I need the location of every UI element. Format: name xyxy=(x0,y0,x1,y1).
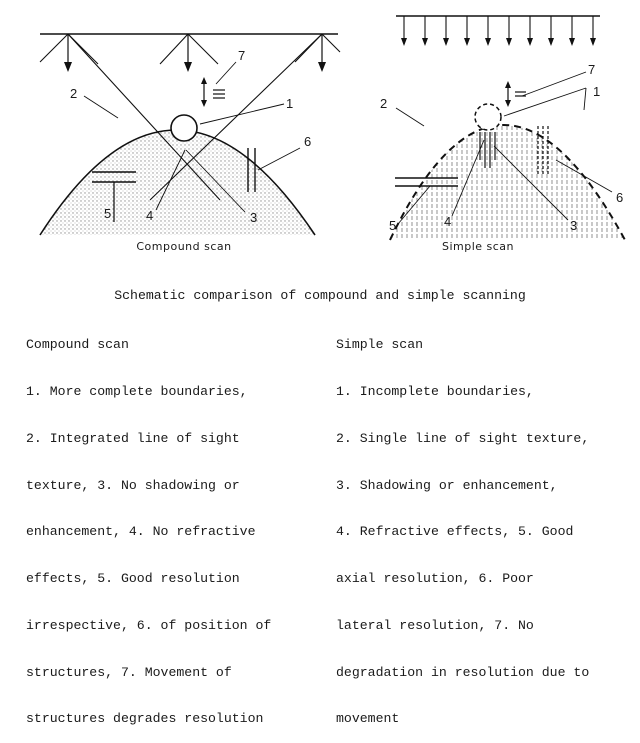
compound-line: 1. More complete boundaries, xyxy=(26,383,248,399)
compound-label-7: 7 xyxy=(238,48,246,63)
figure-caption: Schematic comparison of compound and simple scanning xyxy=(114,288,526,303)
simple-label-5: 5 xyxy=(389,218,397,233)
simple-line: 1. Incomplete boundaries, xyxy=(336,383,534,399)
compound-label-6: 6 xyxy=(304,134,312,149)
compound-label-2: 2 xyxy=(70,86,78,101)
compound-line: 2. Integrated line of sight xyxy=(26,430,240,446)
compound-label-5: 5 xyxy=(104,206,112,221)
compound-line: irrespective, 6. of position of xyxy=(26,617,272,633)
simple-scan-diagram xyxy=(380,16,630,253)
simple-scan-caption: Simple scan xyxy=(441,240,515,253)
simple-heading: Simple scan xyxy=(336,337,424,353)
figure xyxy=(0,0,640,285)
simple-label-1: 1 xyxy=(593,84,601,99)
compound-label-1: 1 xyxy=(286,96,294,111)
simple-scan-text xyxy=(336,306,589,743)
simple-label-2: 2 xyxy=(380,96,388,111)
simple-label-4: 4 xyxy=(444,214,452,229)
compound-scan-diagram xyxy=(40,34,340,253)
simple-line: 3. Shadowing or enhancement, xyxy=(336,477,558,493)
figure-svg xyxy=(0,0,640,285)
simple-line: lateral resolution, 7. No xyxy=(336,617,534,633)
compound-line: texture, 3. No shadowing or xyxy=(26,477,240,493)
compound-label-3: 3 xyxy=(250,210,258,225)
compound-line: enhancement, 4. No refractive xyxy=(26,524,256,540)
simple-line: axial resolution, 6. Poor xyxy=(336,571,534,587)
compound-line: effects, 5. Good resolution xyxy=(26,571,240,587)
simple-line: 2. Single line of sight texture, xyxy=(336,430,590,446)
simple-line: degradation in resolution due to xyxy=(336,664,590,680)
compound-scan-text xyxy=(26,306,271,743)
simple-line: 4. Refractive effects, 5. Good xyxy=(336,524,574,540)
compound-heading: Compound scan xyxy=(26,337,129,353)
simple-label-7: 7 xyxy=(588,62,596,77)
simple-label-6: 6 xyxy=(616,190,624,205)
compound-line: structures, 7. Movement of xyxy=(26,664,232,680)
simple-line: movement xyxy=(336,711,400,727)
compound-scan-caption: Compound scan xyxy=(136,240,232,253)
simple-label-3: 3 xyxy=(570,218,578,233)
compound-label-4: 4 xyxy=(146,208,154,223)
compound-line: structures degrades resolution xyxy=(26,711,264,727)
